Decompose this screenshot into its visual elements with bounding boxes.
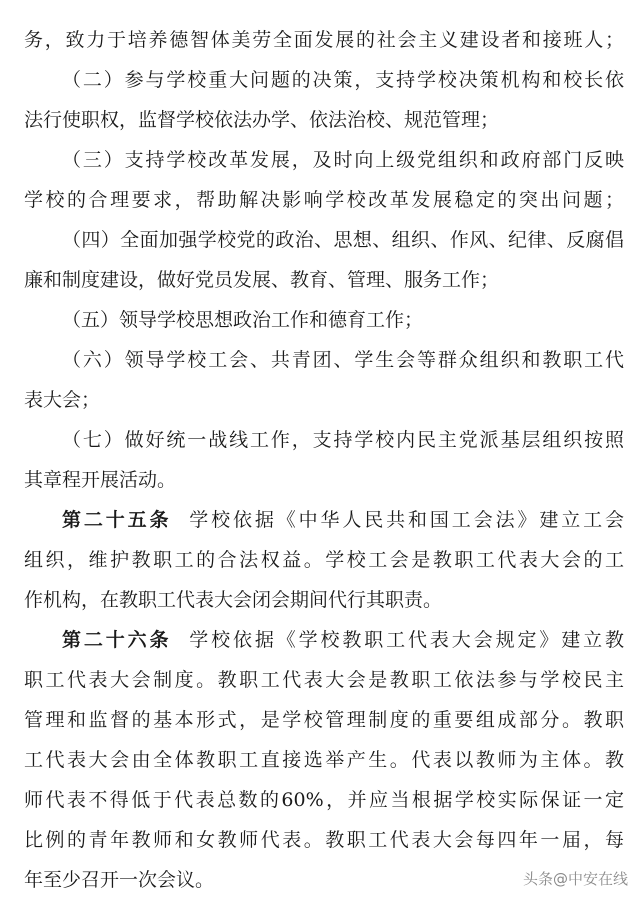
- article-heading: 第二十六条: [62, 629, 172, 651]
- text-line: 工代表大会由全体教职工直接选举产生。代表以教师为主体。教: [24, 749, 624, 771]
- article-line: [24, 620, 624, 660]
- text-line: 作机构，在教职工代表大会闭会期间代行其职责。: [24, 589, 443, 611]
- text-line: （四）全面加强学校党的政治、思想、组织、作风、纪律、反腐倡: [62, 229, 624, 251]
- text-line: 组织，维护教职工的合法权益。学校工会是教职工代表大会的工: [24, 549, 624, 571]
- article-line: [24, 500, 624, 540]
- article-text: 学校依据《学校教职工代表大会规定》建立教: [189, 629, 624, 651]
- text-line: 法行使职权，监督学校依法办学、依法治校、规范管理；: [24, 109, 500, 131]
- text-line: 廉和制度建设，做好党员发展、教育、管理、服务工作；: [24, 269, 500, 291]
- text-line: 务，致力于培养德智体美劳全面发展的社会主义建设者和接班人；: [24, 29, 624, 51]
- text-line: 师代表不得低于代表总数的60%，并应当根据学校实际保证一定: [24, 789, 624, 811]
- watermark: 头条@中安在线: [522, 870, 628, 888]
- text-line: （五）领导学校思想政治工作和德育工作；: [62, 309, 424, 331]
- text-line: 比例的青年教师和女教师代表。教职工代表大会每四年一届，每: [24, 829, 624, 851]
- article-text: 学校依据《中华人民共和国工会法》建立工会: [189, 509, 624, 531]
- text-line: （七）做好统一战线工作，支持学校内民主党派基层组织按照: [62, 429, 624, 451]
- text-line: 学校的合理要求，帮助解决影响学校改革发展稳定的突出问题；: [24, 189, 624, 211]
- text-line: 年至少召开一次会议。: [24, 869, 215, 891]
- text-line: 表大会；: [24, 389, 101, 411]
- text-line: （六）领导学校工会、共青团、学生会等群众组织和教职工代: [62, 349, 624, 371]
- text-line: （三）支持学校改革发展，及时向上级党组织和政府部门反映: [62, 149, 624, 171]
- article-heading: 第二十五条: [62, 509, 172, 531]
- text-line: 管理和监督的基本形式，是学校管理制度的重要组成部分。教职: [24, 709, 624, 731]
- document-page: [24, 20, 624, 900]
- text-line: 职工代表大会制度。教职工代表大会是教职工依法参与学校民主: [24, 669, 624, 691]
- text-line: （二）参与学校重大问题的决策，支持学校决策机构和校长依: [62, 69, 624, 91]
- text-line: 其章程开展活动。: [24, 469, 177, 491]
